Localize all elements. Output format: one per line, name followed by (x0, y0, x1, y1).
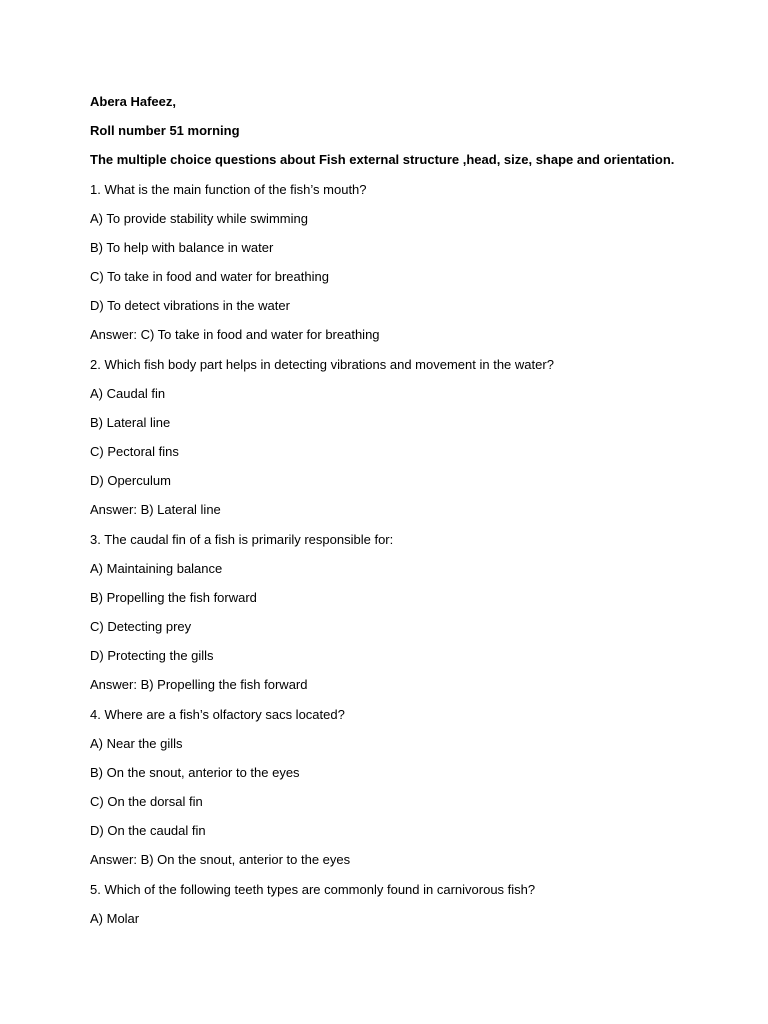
question-4-option-a: A) Near the gills (90, 735, 183, 751)
question-5-option-a: A) Molar (90, 910, 140, 926)
question-3-option-b: B) Propelling the fish forward (90, 589, 257, 605)
question-3-option-d: D) Protecting the gills (90, 648, 214, 664)
question-5: 5. Which of the following teeth types are commonly found in carnivorous fish? (90, 881, 536, 897)
question-2-option-c: C) Pectoral fins (90, 444, 179, 460)
question-2-option-d: D) Operculum (90, 473, 171, 489)
question-2-option-a: A) Caudal fin (90, 385, 166, 401)
question-4-option-d: D) On the caudal fin (90, 823, 206, 839)
question-2-answer: Answer: B) Lateral line (90, 502, 221, 518)
question-4-option-c: C) On the dorsal fin (90, 794, 203, 810)
document-page (90, 93, 730, 939)
question-2: 2. Which fish body part helps in detecting vibrations and movement in the water? (90, 356, 554, 372)
question-1-option-d: D) To detect vibrations in the water (90, 298, 290, 314)
question-1-answer: Answer: C) To take in food and water for breathing (90, 327, 380, 343)
question-4-answer: Answer: B) On the snout, anterior to the eyes (90, 852, 351, 868)
question-1-option-b: B) To help with balance in water (90, 239, 274, 255)
author-name: Abera Hafeez, (90, 94, 176, 109)
question-3-answer: Answer: B) Propelling the fish forward (90, 677, 308, 693)
question-3-option-a: A) Maintaining balance (90, 560, 223, 576)
question-2-option-b: B) Lateral line (90, 414, 171, 430)
roll-number: Roll number 51 morning (90, 123, 240, 139)
question-1: 1. What is the main function of the fish’s mouth? (90, 181, 367, 197)
question-4: 4. Where are a fish’s olfactory sacs located? (90, 706, 345, 722)
question-1-option-c: C) To take in food and water for breathing (90, 269, 329, 285)
document-heading: The multiple choice questions about Fish external structure ,head, size, shape and orientation. (90, 152, 675, 168)
question-4-option-b: B) On the snout, anterior to the eyes (90, 764, 300, 780)
question-3: 3. The caudal fin of a fish is primarily responsible for: (90, 531, 394, 547)
question-3-option-c: C) Detecting prey (90, 619, 192, 635)
question-1-option-a: A) To provide stability while swimming (90, 210, 308, 226)
